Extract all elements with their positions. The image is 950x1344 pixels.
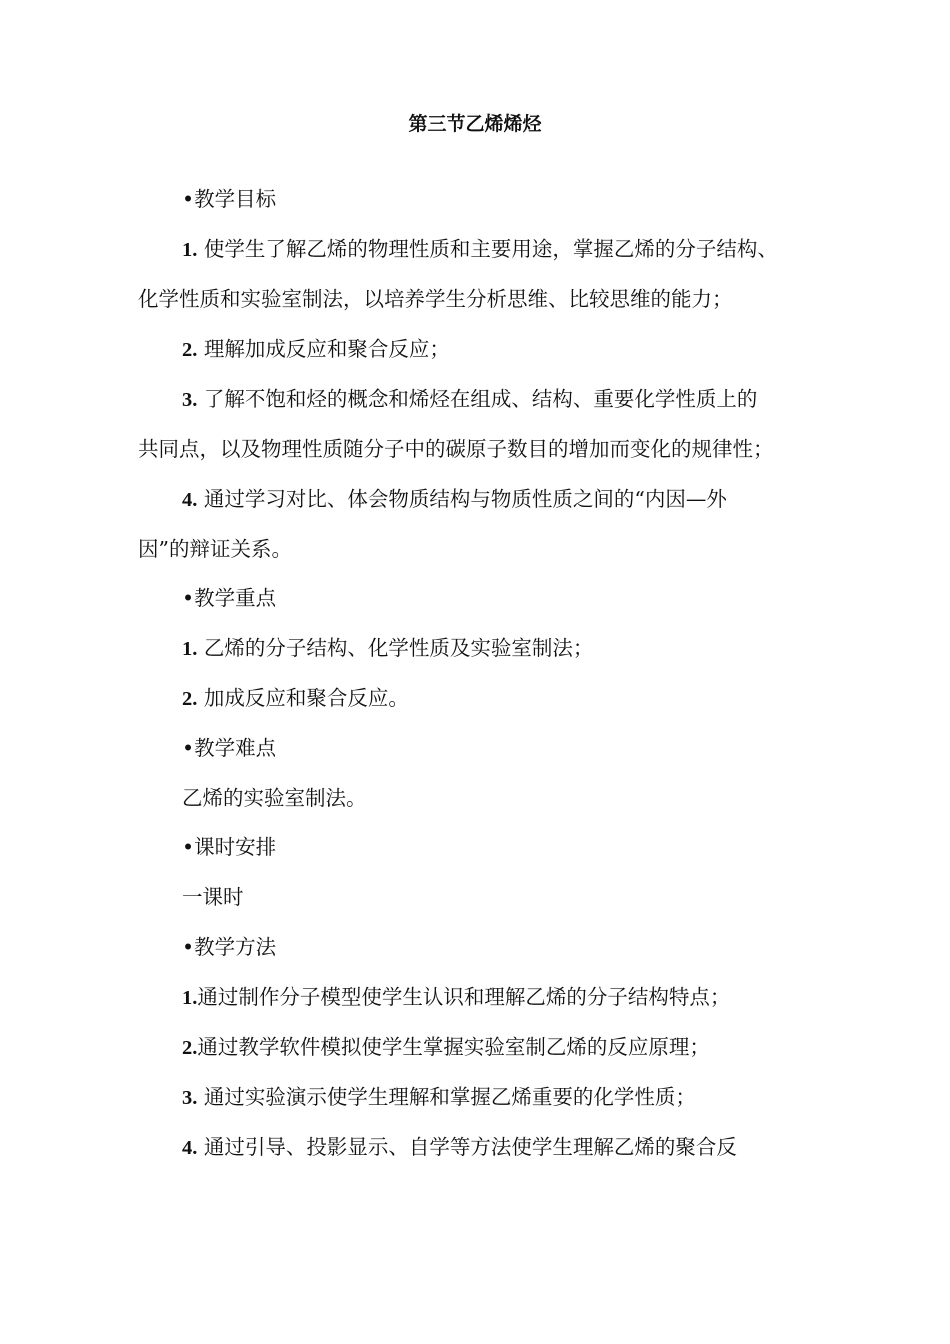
item-number: 1. bbox=[182, 239, 198, 261]
difficulty-text: 乙烯的实验室制法。 bbox=[182, 786, 367, 810]
item-number: 2. bbox=[182, 688, 198, 710]
item-text: 通过引导、投影显示、自学等方法使学生理解乙烯的聚合反 bbox=[197, 1135, 737, 1159]
item-text: 通过实验演示使学生理解和掌握乙烯重要的化学性质； bbox=[197, 1085, 696, 1109]
section-heading-methods: •教学方法 bbox=[182, 935, 277, 959]
item-number: 4. bbox=[182, 1137, 198, 1159]
item-number: 3. bbox=[182, 389, 198, 411]
item-text: 乙烯的分子结构、化学性质及实验室制法； bbox=[197, 636, 594, 660]
section-heading-key-points: •教学重点 bbox=[182, 586, 277, 610]
item-number: 3. bbox=[182, 1087, 198, 1109]
section-heading-objectives: •教学目标 bbox=[182, 187, 277, 211]
key-point-item-2 bbox=[182, 684, 409, 713]
item-text: 加成反应和聚合反应。 bbox=[197, 686, 409, 710]
item-text: 通过制作分子模型使学生认识和理解乙烯的分子结构特点； bbox=[197, 985, 731, 1009]
objective-item-3-line1 bbox=[182, 385, 757, 414]
objective-item-4-line2: 因”的辩证关系。 bbox=[138, 537, 292, 561]
objective-item-3-line2: 共同点，以及物理性质随分子中的碳原子数目的增加而变化的规律性； bbox=[138, 437, 774, 461]
method-item-2 bbox=[182, 1033, 710, 1062]
document-title: 第三节乙烯烯烃 bbox=[408, 113, 542, 135]
objective-item-2 bbox=[182, 335, 450, 364]
item-text: 通过学习对比、体会物质结构与物质性质之间的“内因—外 bbox=[197, 487, 727, 511]
item-number: 1. bbox=[182, 638, 198, 660]
item-number: 2. bbox=[182, 339, 198, 361]
item-number: 2. bbox=[182, 1037, 198, 1059]
item-number: 4. bbox=[182, 489, 198, 511]
section-heading-schedule: •课时安排 bbox=[182, 835, 277, 859]
item-text: 理解加成反应和聚合反应； bbox=[197, 337, 450, 361]
item-number: 1. bbox=[182, 987, 198, 1009]
schedule-text: 一课时 bbox=[182, 885, 244, 909]
method-item-1 bbox=[182, 983, 730, 1012]
objective-item-1-line1 bbox=[182, 235, 778, 264]
method-item-3 bbox=[182, 1083, 696, 1112]
item-text: 使学生了解乙烯的物理性质和主要用途，掌握乙烯的分子结构、 bbox=[197, 237, 778, 261]
item-text: 了解不饱和烃的概念和烯烃在组成、结构、重要化学性质上的 bbox=[197, 387, 758, 411]
objective-item-4-line1 bbox=[182, 485, 727, 514]
section-heading-difficulties: •教学难点 bbox=[182, 736, 277, 760]
key-point-item-1 bbox=[182, 634, 593, 663]
item-text: 通过教学软件模拟使学生掌握实验室制乙烯的反应原理； bbox=[197, 1035, 710, 1059]
objective-item-1-line2: 化学性质和实验室制法，以培养学生分析思维、比较思维的能力； bbox=[138, 287, 733, 311]
method-item-4 bbox=[182, 1133, 737, 1162]
